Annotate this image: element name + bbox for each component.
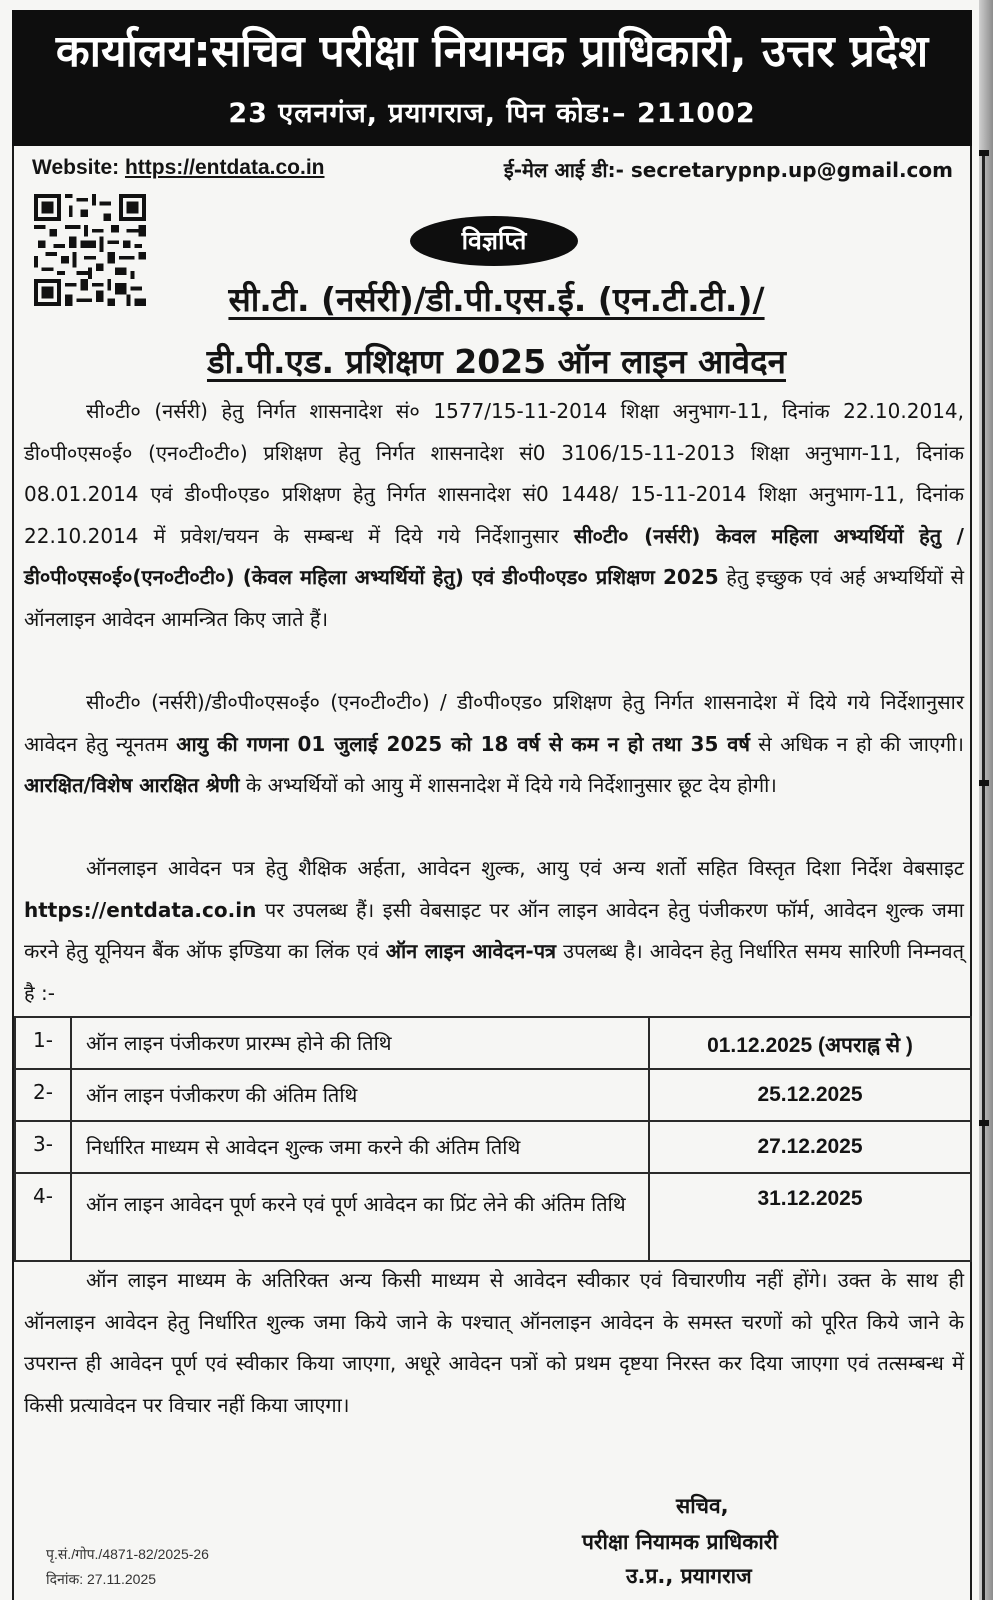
- subject-text-2: डी.पी.एड. प्रशिक्षण 2025 ऑन लाइन आवेदन: [206, 342, 786, 381]
- signatory-office: परीक्षा नियामक प्राधिकारी: [582, 1530, 778, 1554]
- schedule-event: ऑन लाइन आवेदन पूर्ण करने एवं पूर्ण आवेदन का प्रिंट लेने की अंतिम तिथि: [71, 1173, 649, 1261]
- paragraph-2-category-emphasis: आरक्षित/विशेष आरक्षित श्रेणी: [24, 773, 240, 797]
- paragraph-3-text-end: उपलब्ध है। आवेदन हेतु निर्धारित समय सारिणी निम्नवत् है :-: [24, 939, 964, 1005]
- paragraph-2-text-mid: से अधिक न हो की जाएगी।: [749, 731, 964, 756]
- website-link[interactable]: https://entdata.co.in: [124, 156, 325, 179]
- paragraph-3: [24, 848, 964, 1014]
- paragraph-2-text: सी०टी० (नर्सरी)/डी०पी०एस०ई० (एन०टी०टी०) / डी०पी०एड० प्रशिक्षण हेतु निर्गत शासनादेश में दिये गये निर्देशानुसार आवेदन हेतु न्यूनतम: [24, 690, 964, 756]
- schedule-serial: 2-: [15, 1069, 71, 1121]
- paragraph-3-website-link[interactable]: https://entdata.co.in: [24, 897, 257, 922]
- office-header: [12, 10, 972, 146]
- schedule-event: निर्धारित माध्यम से आवेदन शुल्क जमा करने की अंतिम तिथि: [71, 1121, 649, 1173]
- schedule-event: ऑन लाइन पंजीकरण की अंतिम तिथि: [71, 1069, 649, 1121]
- schedule-serial: 3-: [15, 1121, 71, 1173]
- schedule-serial: 1-: [15, 1017, 71, 1069]
- schedule-serial: 4-: [15, 1173, 71, 1261]
- table-row: [15, 1069, 971, 1121]
- website-line: [32, 156, 324, 180]
- paragraph-4: ऑन लाइन माध्यम के अतिरिक्त अन्य किसी माध्यम से आवेदन स्वीकार एवं विचारणीय नहीं होंगे। उक्त के साथ ही ऑनलाइन आवेदन हेतु निर्धारित शुल्क जमा किये जाने के पश्चात् ऑनलाइन आवेदन के समस्त चरणों को पूरित किये जाने के उपरान्त ही आवेदन पूर्ण एवं स्वीकार किया जाएगा, अधूरे आवेदन पत्रों को प्रथम दृष्टया निरस्त कर दिया जाएगा एवं तत्सम्बन्ध में किसी प्रत्यावेदन पर विचार नहीं किया जाएगा।: [24, 1268, 964, 1417]
- paragraph-3-text: ऑनलाइन आवेदन पत्र हेतु शैक्षिक अर्हता, आवेदन शुल्क, आयु एवं अन्य शर्तो सहित विस्तृत दिशा निर्देश वेबसाइट: [86, 856, 964, 880]
- table-row: [15, 1121, 971, 1173]
- schedule-event: ऑन लाइन पंजीकरण प्रारम्भ होने की तिथि: [71, 1017, 649, 1069]
- email-line: [504, 156, 953, 183]
- email-label: ई-मेल आई डी:-: [503, 158, 624, 182]
- paragraph-1-emphasis: सी०टी० (नर्सरी) केवल महिला अभ्यर्थियों हेतु /डी०पी०एस०ई०(एन०टी०टी०) (केवल महिला अभ्यर्थियों हेतु) एवं डी०पी०एड० प्रशिक्षण 2025: [24, 523, 964, 589]
- paragraph-2-text-end: के अभ्यर्थियों को आयु में शासनादेश में दिये गये निर्देशानुसार छूट देय होगी।: [239, 773, 777, 797]
- subject-line-2: [0, 338, 993, 383]
- paragraph-3-text-mid: पर उपलब्ध हैं। इसी वेबसाइट पर ऑन लाइन आवेदन हेतु पंजीकरण फॉर्म, आवेदन शुल्क जमा करने हेतु यूनियन बैंक ऑफ इण्डिया का लिंक एवं: [24, 897, 964, 963]
- website-label: Website:: [32, 156, 120, 179]
- subject-line-1: [0, 276, 993, 321]
- email-address[interactable]: secretarypnp.up@gmail.com: [630, 158, 953, 182]
- paragraph-1-text: सी०टी० (नर्सरी) हेतु निर्गत शासनादेश सं० 1577/15-11-2014 शिक्षा अनुभाग-11, दिनांक 22.10.2014, डी०पी०एस०ई० (एन०टी०टी०) प्रशिक्षण हेतु निर्गत शासनादेश सं0 3106/15-11-2013 शिक्षा अनुभाग-11, दिनांक 08.01.2014 एवं डी०पी०एड० प्रशिक्षण हेतु निर्गत शासनादेश सं0 1448/ 15-11-2014 शिक्षा अनुभाग-11, दिनांक 22.10.2014 में प्रवेश/चयन के सम्बन्ध में दिये गये निर्देशानुसार: [24, 399, 964, 548]
- edge-mark: [979, 1120, 989, 1126]
- notice-label-badge: विज्ञप्ति: [410, 216, 578, 266]
- paragraph-2: [24, 682, 964, 807]
- schedule-date: 25.12.2025: [649, 1069, 971, 1121]
- schedule-date: 01.12.2025 (अपराह्न से ): [649, 1017, 971, 1069]
- schedule-date: 27.12.2025: [649, 1121, 971, 1173]
- office-title: कार्यालय:सचिव परीक्षा नियामक प्राधिकारी, उत्तर प्रदेश: [55, 26, 929, 77]
- paragraph-3-form-emphasis: ऑन लाइन आवेदन-पत्र: [385, 939, 557, 963]
- schedule-date: 31.12.2025: [649, 1173, 971, 1261]
- subject-text-1: सी.टी. (नर्सरी)/डी.पी.एस.ई. (एन.टी.टी.)/: [228, 280, 765, 319]
- table-row: [15, 1017, 971, 1069]
- paragraph-2-age-emphasis: आयु की गणना 01 जुलाई 2025 को 18 वर्ष से कम न हो तथा 35 वर्ष: [176, 731, 750, 756]
- signatory-title: सचिव,: [676, 1494, 729, 1518]
- table-row: [15, 1173, 971, 1261]
- edge-mark: [979, 150, 989, 156]
- edge-mark: [979, 780, 989, 786]
- signatory-place: उ.प्र., प्रयागराज: [626, 1564, 752, 1588]
- paragraph-1: [24, 391, 964, 640]
- schedule-table: [14, 1016, 972, 1262]
- office-address: 23 एलनगंज, प्रयागराज, पिन कोड:– 211002: [228, 98, 756, 129]
- reference-date: दिनांक: 27.11.2025: [46, 1571, 157, 1587]
- reference-number: पृ.सं./गोप./4871-82/2025-26: [46, 1546, 209, 1562]
- paragraph-1-text-end: हेतु इच्छुक एवं अर्ह अभ्यर्थियों से ऑनलाइन आवेदन आमन्त्रित किए जाते हैं।: [24, 565, 965, 631]
